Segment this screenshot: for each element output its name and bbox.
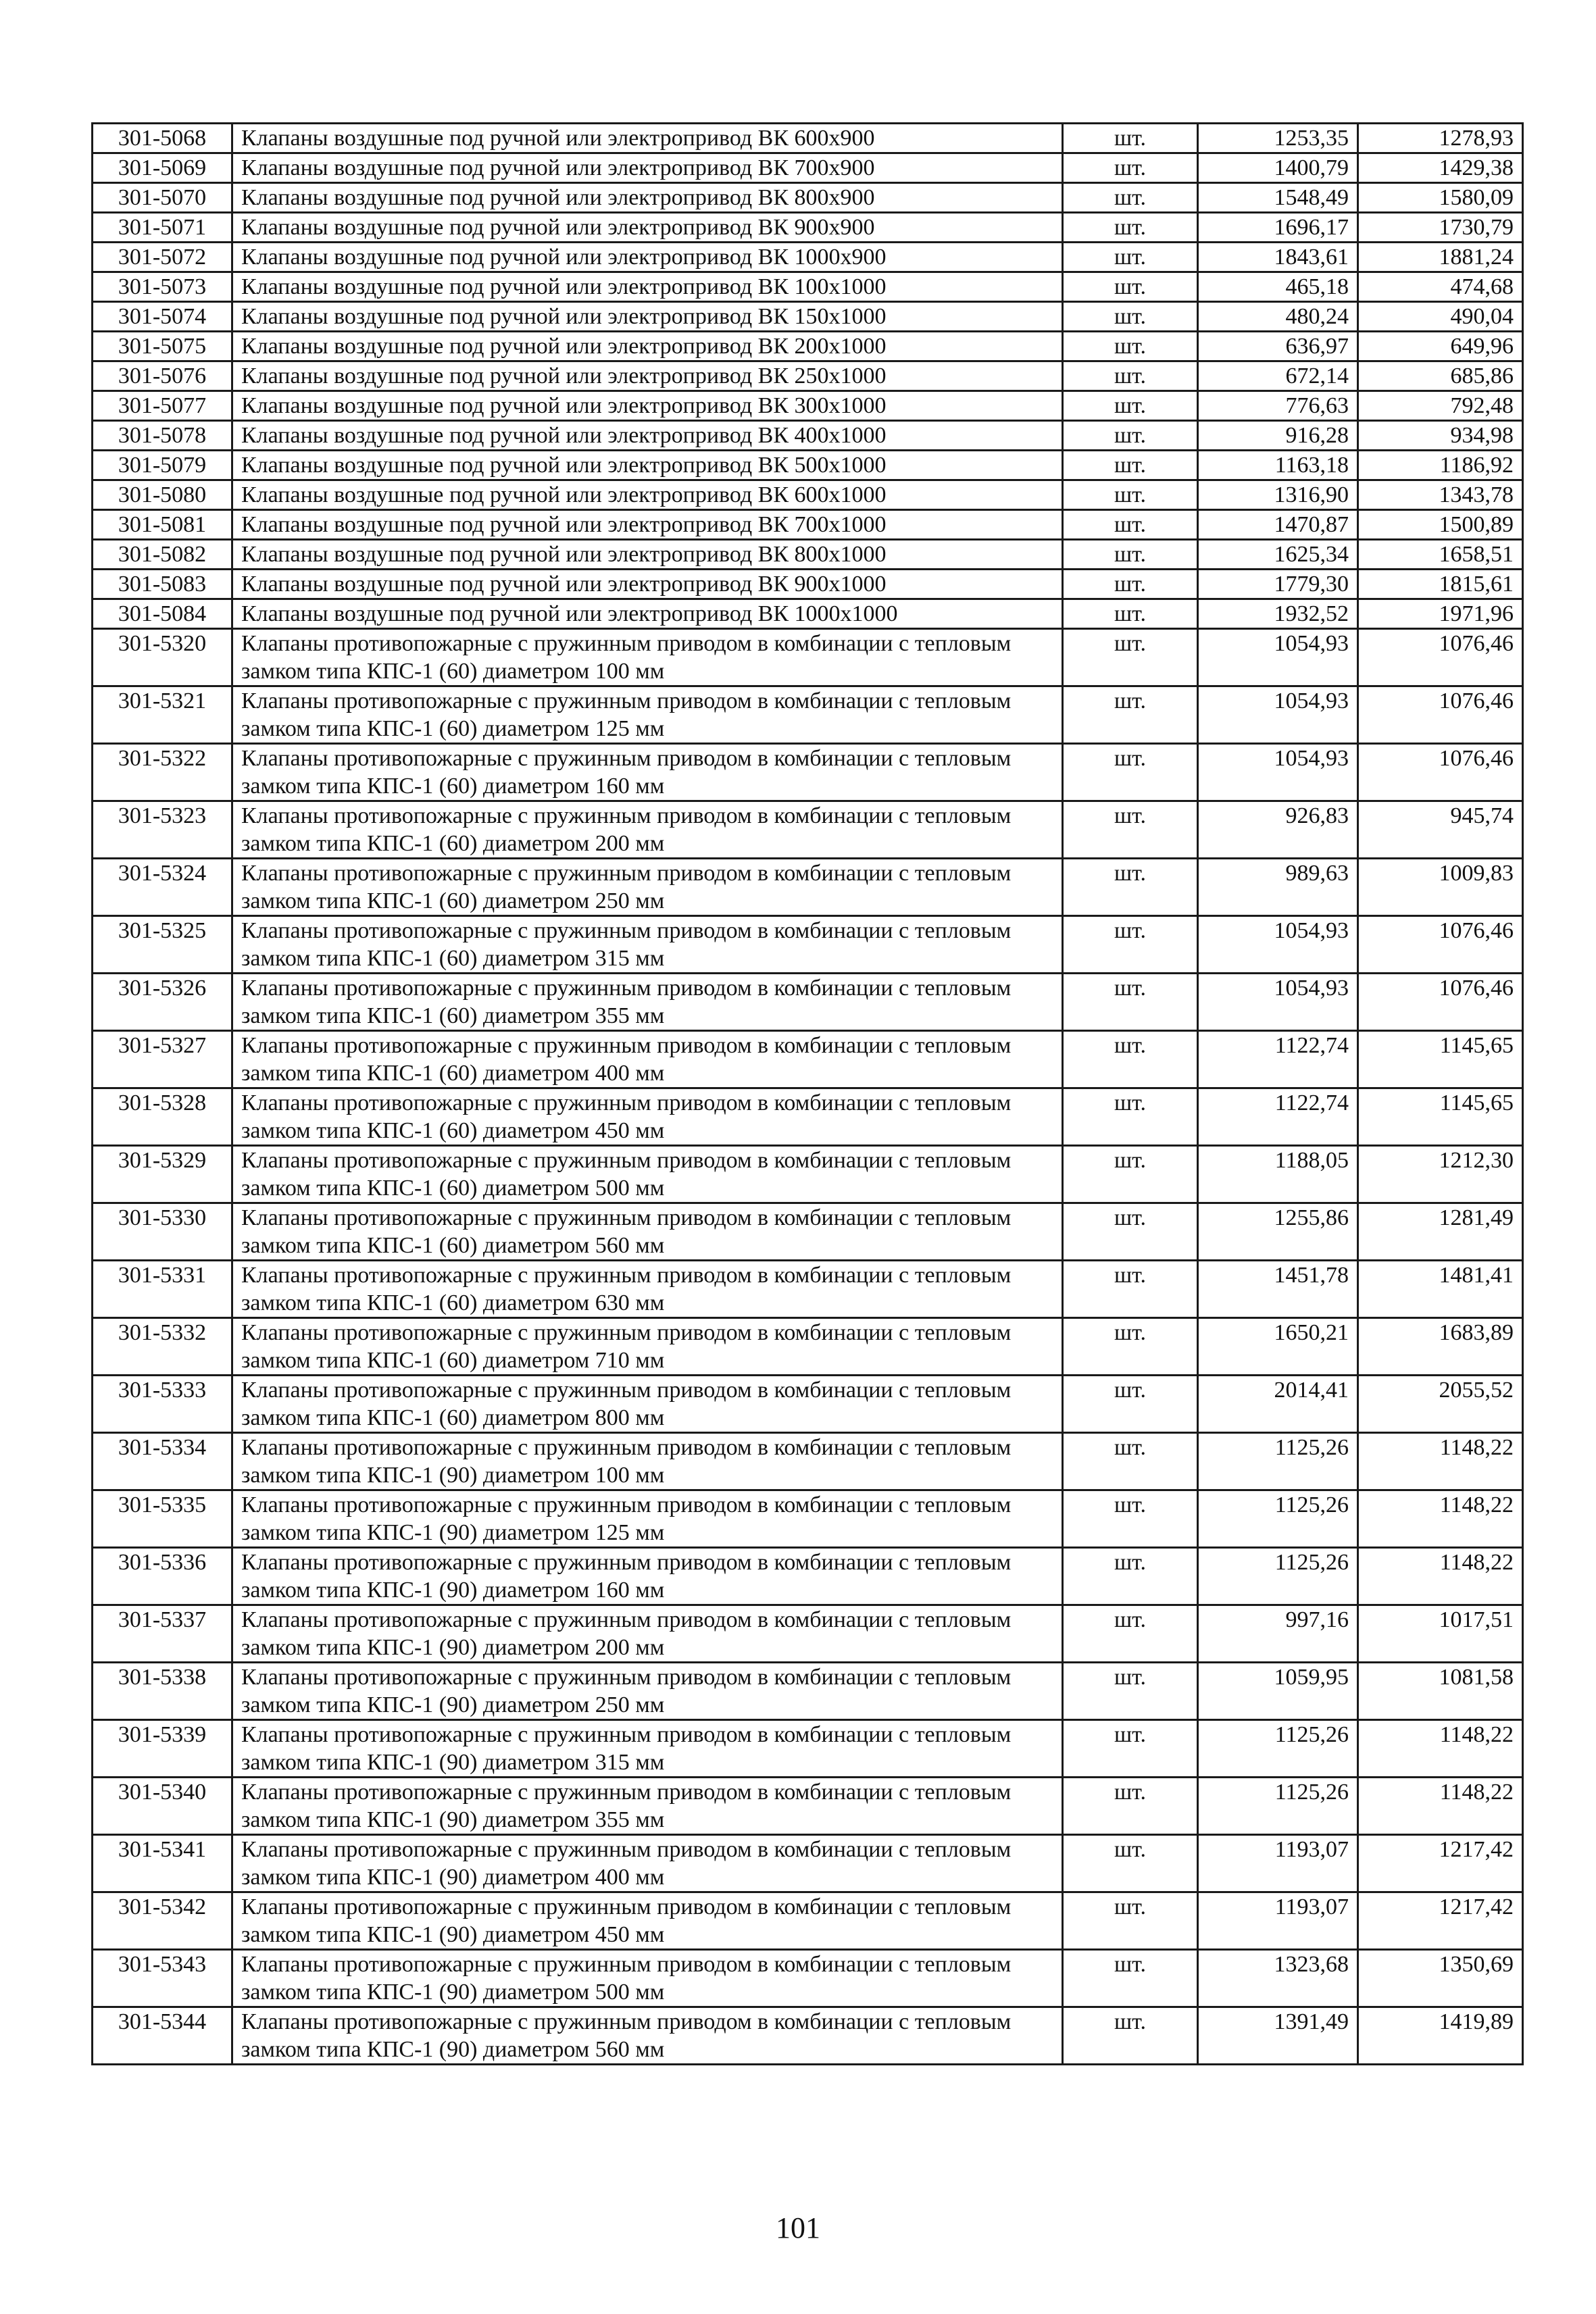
table-row [93, 570, 1523, 599]
item-price-1: 1696,17 [1198, 213, 1358, 243]
table-row [93, 974, 1523, 1031]
item-code: 301-5076 [93, 361, 232, 391]
item-code: 301-5078 [93, 421, 232, 451]
item-price-1: 672,14 [1198, 361, 1358, 391]
item-code: 301-5069 [93, 153, 232, 183]
table-row [93, 859, 1523, 916]
table-row [93, 183, 1523, 213]
item-price-2: 1081,58 [1358, 1663, 1523, 1720]
table-row [93, 1031, 1523, 1088]
item-unit: шт. [1063, 974, 1198, 1031]
item-price-2: 1186,92 [1358, 451, 1523, 480]
table-row [93, 1835, 1523, 1892]
item-code: 301-5324 [93, 859, 232, 916]
item-unit: шт. [1063, 1031, 1198, 1088]
item-name: Клапаны противопожарные с пружинным приводом в комбинации с тепловым замком типа КПС-1 (60) диаметром 355 мм [232, 974, 1063, 1031]
item-name: Клапаны противопожарные с пружинным приводом в комбинации с тепловым замком типа КПС-1 (90) диаметром 450 мм [232, 1892, 1063, 1950]
item-price-2: 1971,96 [1358, 599, 1523, 629]
item-code: 301-5344 [93, 2007, 232, 2065]
item-name: Клапаны воздушные под ручной или электропривод ВК 900х900 [232, 213, 1063, 243]
item-code: 301-5073 [93, 272, 232, 302]
item-price-2: 1076,46 [1358, 686, 1523, 744]
item-unit: шт. [1063, 361, 1198, 391]
item-price-1: 1253,35 [1198, 124, 1358, 153]
item-name: Клапаны противопожарные с пружинным приводом в комбинации с тепловым замком типа КПС-1 (60) диаметром 630 мм [232, 1261, 1063, 1318]
item-unit: шт. [1063, 332, 1198, 361]
table-row [93, 421, 1523, 451]
item-price-1: 1122,74 [1198, 1031, 1358, 1088]
item-name: Клапаны воздушные под ручной или электропривод ВК 800х1000 [232, 540, 1063, 570]
item-price-1: 1625,34 [1198, 540, 1358, 570]
item-price-2: 945,74 [1358, 801, 1523, 859]
item-price-2: 1148,22 [1358, 1778, 1523, 1835]
item-code: 301-5330 [93, 1203, 232, 1261]
item-unit: шт. [1063, 1548, 1198, 1605]
item-code: 301-5079 [93, 451, 232, 480]
item-price-2: 685,86 [1358, 361, 1523, 391]
item-unit: шт. [1063, 510, 1198, 540]
item-unit: шт. [1063, 124, 1198, 153]
item-price-1: 926,83 [1198, 801, 1358, 859]
item-price-2: 1419,89 [1358, 2007, 1523, 2065]
item-unit: шт. [1063, 859, 1198, 916]
item-price-1: 1548,49 [1198, 183, 1358, 213]
item-price-1: 1125,26 [1198, 1720, 1358, 1778]
item-price-1: 1054,93 [1198, 916, 1358, 974]
item-code: 301-5342 [93, 1892, 232, 1950]
item-price-2: 792,48 [1358, 391, 1523, 421]
item-code: 301-5321 [93, 686, 232, 744]
item-price-2: 934,98 [1358, 421, 1523, 451]
item-price-1: 1193,07 [1198, 1835, 1358, 1892]
item-unit: шт. [1063, 243, 1198, 272]
item-code: 301-5338 [93, 1663, 232, 1720]
item-price-2: 1815,61 [1358, 570, 1523, 599]
item-price-1: 1451,78 [1198, 1261, 1358, 1318]
item-code: 301-5072 [93, 243, 232, 272]
item-price-1: 636,97 [1198, 332, 1358, 361]
item-code: 301-5074 [93, 302, 232, 332]
item-code: 301-5343 [93, 1950, 232, 2007]
table-row [93, 302, 1523, 332]
page-number: 101 [776, 2211, 820, 2244]
item-name: Клапаны противопожарные с пружинным приводом в комбинации с тепловым замком типа КПС-1 (90) диаметром 160 мм [232, 1548, 1063, 1605]
table-row [93, 361, 1523, 391]
item-price-1: 1316,90 [1198, 480, 1358, 510]
table-row [93, 510, 1523, 540]
item-price-2: 1481,41 [1358, 1261, 1523, 1318]
item-unit: шт. [1063, 213, 1198, 243]
item-code: 301-5084 [93, 599, 232, 629]
item-unit: шт. [1063, 2007, 1198, 2065]
item-name: Клапаны противопожарные с пружинным приводом в комбинации с тепловым замком типа КПС-1 (90) диаметром 560 мм [232, 2007, 1063, 2065]
item-price-1: 1932,52 [1198, 599, 1358, 629]
item-price-1: 1054,93 [1198, 686, 1358, 744]
item-price-2: 1343,78 [1358, 480, 1523, 510]
item-price-1: 1125,26 [1198, 1490, 1358, 1548]
item-code: 301-5335 [93, 1490, 232, 1548]
item-unit: шт. [1063, 540, 1198, 570]
item-price-1: 1193,07 [1198, 1892, 1358, 1950]
item-price-1: 1391,49 [1198, 2007, 1358, 2065]
item-code: 301-5340 [93, 1778, 232, 1835]
item-name: Клапаны воздушные под ручной или электропривод ВК 250х1000 [232, 361, 1063, 391]
item-name: Клапаны противопожарные с пружинным приводом в комбинации с тепловым замком типа КПС-1 (90) диаметром 100 мм [232, 1433, 1063, 1490]
table-row [93, 1146, 1523, 1203]
item-price-1: 1122,74 [1198, 1088, 1358, 1146]
table-row [93, 272, 1523, 302]
item-code: 301-5331 [93, 1261, 232, 1318]
item-price-2: 1212,30 [1358, 1146, 1523, 1203]
item-price-2: 1881,24 [1358, 243, 1523, 272]
item-price-2: 1076,46 [1358, 744, 1523, 801]
table-row [93, 686, 1523, 744]
item-price-2: 1145,65 [1358, 1088, 1523, 1146]
item-unit: шт. [1063, 744, 1198, 801]
table-row [93, 744, 1523, 801]
item-name: Клапаны противопожарные с пружинным приводом в комбинации с тепловым замком типа КПС-1 (60) диаметром 125 мм [232, 686, 1063, 744]
item-price-2: 1500,89 [1358, 510, 1523, 540]
table-row [93, 2007, 1523, 2065]
item-price-2: 1148,22 [1358, 1490, 1523, 1548]
item-name: Клапаны противопожарные с пружинным приводом в комбинации с тепловым замком типа КПС-1 (60) диаметром 560 мм [232, 1203, 1063, 1261]
item-name: Клапаны противопожарные с пружинным приводом в комбинации с тепловым замком типа КПС-1 (90) диаметром 200 мм [232, 1605, 1063, 1663]
item-price-1: 1125,26 [1198, 1433, 1358, 1490]
item-unit: шт. [1063, 302, 1198, 332]
item-code: 301-5332 [93, 1318, 232, 1376]
item-code: 301-5075 [93, 332, 232, 361]
table-row [93, 1203, 1523, 1261]
item-code: 301-5337 [93, 1605, 232, 1663]
item-code: 301-5325 [93, 916, 232, 974]
item-price-2: 1429,38 [1358, 153, 1523, 183]
item-name: Клапаны воздушные под ручной или электропривод ВК 800х900 [232, 183, 1063, 213]
item-unit: шт. [1063, 1950, 1198, 2007]
item-name: Клапаны воздушные под ручной или электропривод ВК 400х1000 [232, 421, 1063, 451]
item-price-1: 1125,26 [1198, 1548, 1358, 1605]
item-price-1: 1779,30 [1198, 570, 1358, 599]
item-name: Клапаны противопожарные с пружинным приводом в комбинации с тепловым замком типа КПС-1 (90) диаметром 125 мм [232, 1490, 1063, 1548]
item-price-2: 2055,52 [1358, 1376, 1523, 1433]
item-price-2: 1017,51 [1358, 1605, 1523, 1663]
item-price-1: 1188,05 [1198, 1146, 1358, 1203]
table-row [93, 1088, 1523, 1146]
table-row [93, 916, 1523, 974]
item-name: Клапаны воздушные под ручной или электропривод ВК 700х900 [232, 153, 1063, 183]
item-code: 301-5070 [93, 183, 232, 213]
item-unit: шт. [1063, 686, 1198, 744]
item-name: Клапаны воздушные под ручной или электропривод ВК 300х1000 [232, 391, 1063, 421]
item-unit: шт. [1063, 1433, 1198, 1490]
table-row [93, 213, 1523, 243]
item-price-1: 1650,21 [1198, 1318, 1358, 1376]
item-name: Клапаны воздушные под ручной или электропривод ВК 600х900 [232, 124, 1063, 153]
item-price-2: 1145,65 [1358, 1031, 1523, 1088]
price-table-body [93, 124, 1523, 2065]
item-price-1: 989,63 [1198, 859, 1358, 916]
item-price-1: 480,24 [1198, 302, 1358, 332]
item-name: Клапаны противопожарные с пружинным приводом в комбинации с тепловым замком типа КПС-1 (60) диаметром 450 мм [232, 1088, 1063, 1146]
item-price-2: 1148,22 [1358, 1433, 1523, 1490]
item-price-2: 1281,49 [1358, 1203, 1523, 1261]
item-price-1: 916,28 [1198, 421, 1358, 451]
item-code: 301-5328 [93, 1088, 232, 1146]
item-unit: шт. [1063, 1605, 1198, 1663]
table-row [93, 1261, 1523, 1318]
item-price-2: 490,04 [1358, 302, 1523, 332]
table-row [93, 332, 1523, 361]
table-row [93, 243, 1523, 272]
item-unit: шт. [1063, 1318, 1198, 1376]
item-price-2: 1278,93 [1358, 124, 1523, 153]
item-name: Клапаны противопожарные с пружинным приводом в комбинации с тепловым замком типа КПС-1 (60) диаметром 800 мм [232, 1376, 1063, 1433]
item-name: Клапаны противопожарные с пружинным приводом в комбинации с тепловым замком типа КПС-1 (60) диаметром 200 мм [232, 801, 1063, 859]
item-unit: шт. [1063, 1663, 1198, 1720]
item-unit: шт. [1063, 451, 1198, 480]
item-unit: шт. [1063, 1088, 1198, 1146]
table-row [93, 1490, 1523, 1548]
item-code: 301-5320 [93, 629, 232, 686]
table-row [93, 1720, 1523, 1778]
table-row [93, 1950, 1523, 2007]
table-row [93, 391, 1523, 421]
item-price-2: 1217,42 [1358, 1892, 1523, 1950]
item-name: Клапаны противопожарные с пружинным приводом в комбинации с тепловым замком типа КПС-1 (60) диаметром 315 мм [232, 916, 1063, 974]
item-name: Клапаны воздушные под ручной или электропривод ВК 900х1000 [232, 570, 1063, 599]
item-unit: шт. [1063, 272, 1198, 302]
item-unit: шт. [1063, 916, 1198, 974]
table-row [93, 1778, 1523, 1835]
item-unit: шт. [1063, 599, 1198, 629]
item-unit: шт. [1063, 801, 1198, 859]
item-code: 301-5080 [93, 480, 232, 510]
item-unit: шт. [1063, 153, 1198, 183]
item-name: Клапаны противопожарные с пружинным приводом в комбинации с тепловым замком типа КПС-1 (60) диаметром 400 мм [232, 1031, 1063, 1088]
item-price-2: 474,68 [1358, 272, 1523, 302]
item-price-2: 1350,69 [1358, 1950, 1523, 2007]
item-code: 301-5341 [93, 1835, 232, 1892]
item-price-1: 776,63 [1198, 391, 1358, 421]
item-price-2: 1580,09 [1358, 183, 1523, 213]
item-code: 301-5334 [93, 1433, 232, 1490]
item-unit: шт. [1063, 1720, 1198, 1778]
item-name: Клапаны противопожарные с пружинным приводом в комбинации с тепловым замком типа КПС-1 (60) диаметром 500 мм [232, 1146, 1063, 1203]
table-row [93, 540, 1523, 570]
item-name: Клапаны воздушные под ручной или электропривод ВК 500х1000 [232, 451, 1063, 480]
item-name: Клапаны противопожарные с пружинным приводом в комбинации с тепловым замком типа КПС-1 (90) диаметром 400 мм [232, 1835, 1063, 1892]
item-price-1: 1054,93 [1198, 629, 1358, 686]
item-price-1: 1255,86 [1198, 1203, 1358, 1261]
table-row [93, 1318, 1523, 1376]
table-row [93, 124, 1523, 153]
item-unit: шт. [1063, 1203, 1198, 1261]
item-code: 301-5323 [93, 801, 232, 859]
item-name: Клапаны воздушные под ручной или электропривод ВК 150х1000 [232, 302, 1063, 332]
item-unit: шт. [1063, 1892, 1198, 1950]
item-code: 301-5068 [93, 124, 232, 153]
item-price-2: 649,96 [1358, 332, 1523, 361]
item-price-1: 997,16 [1198, 1605, 1358, 1663]
item-price-1: 465,18 [1198, 272, 1358, 302]
item-code: 301-5336 [93, 1548, 232, 1605]
table-row [93, 153, 1523, 183]
item-unit: шт. [1063, 570, 1198, 599]
item-name: Клапаны воздушные под ручной или электропривод ВК 100х1000 [232, 272, 1063, 302]
item-code: 301-5083 [93, 570, 232, 599]
item-name: Клапаны воздушные под ручной или электропривод ВК 700х1000 [232, 510, 1063, 540]
item-code: 301-5333 [93, 1376, 232, 1433]
item-code: 301-5071 [93, 213, 232, 243]
table-row [93, 1376, 1523, 1433]
item-name: Клапаны противопожарные с пружинным приводом в комбинации с тепловым замком типа КПС-1 (90) диаметром 250 мм [232, 1663, 1063, 1720]
item-name: Клапаны противопожарные с пружинным приводом в комбинации с тепловым замком типа КПС-1 (60) диаметром 160 мм [232, 744, 1063, 801]
item-unit: шт. [1063, 1778, 1198, 1835]
item-price-2: 1730,79 [1358, 213, 1523, 243]
item-price-2: 1009,83 [1358, 859, 1523, 916]
item-name: Клапаны противопожарные с пружинным приводом в комбинации с тепловым замком типа КПС-1 (90) диаметром 355 мм [232, 1778, 1063, 1835]
item-unit: шт. [1063, 1261, 1198, 1318]
item-price-2: 1658,51 [1358, 540, 1523, 570]
item-name: Клапаны противопожарные с пружинным приводом в комбинации с тепловым замком типа КПС-1 (60) диаметром 250 мм [232, 859, 1063, 916]
item-unit: шт. [1063, 629, 1198, 686]
item-unit: шт. [1063, 391, 1198, 421]
table-row [93, 1605, 1523, 1663]
item-price-1: 1125,26 [1198, 1778, 1358, 1835]
item-unit: шт. [1063, 1376, 1198, 1433]
table-row [93, 1892, 1523, 1950]
item-code: 301-5077 [93, 391, 232, 421]
item-code: 301-5339 [93, 1720, 232, 1778]
item-unit: шт. [1063, 1835, 1198, 1892]
item-unit: шт. [1063, 1146, 1198, 1203]
table-row [93, 480, 1523, 510]
item-code: 301-5081 [93, 510, 232, 540]
item-code: 301-5082 [93, 540, 232, 570]
item-price-1: 1323,68 [1198, 1950, 1358, 2007]
item-name: Клапаны воздушные под ручной или электропривод ВК 200х1000 [232, 332, 1063, 361]
item-price-1: 1400,79 [1198, 153, 1358, 183]
item-code: 301-5322 [93, 744, 232, 801]
item-name: Клапаны воздушные под ручной или электропривод ВК 1000х900 [232, 243, 1063, 272]
item-code: 301-5326 [93, 974, 232, 1031]
item-price-1: 1054,93 [1198, 974, 1358, 1031]
table-row [93, 1663, 1523, 1720]
item-name: Клапаны противопожарные с пружинным приводом в комбинации с тепловым замком типа КПС-1 (90) диаметром 315 мм [232, 1720, 1063, 1778]
item-price-1: 1843,61 [1198, 243, 1358, 272]
table-row [93, 1548, 1523, 1605]
item-price-1: 1470,87 [1198, 510, 1358, 540]
table-row [93, 1433, 1523, 1490]
item-price-2: 1148,22 [1358, 1548, 1523, 1605]
item-name: Клапаны противопожарные с пружинным приводом в комбинации с тепловым замком типа КПС-1 (60) диаметром 100 мм [232, 629, 1063, 686]
item-price-2: 1217,42 [1358, 1835, 1523, 1892]
item-price-2: 1683,89 [1358, 1318, 1523, 1376]
item-price-1: 1054,93 [1198, 744, 1358, 801]
item-price-2: 1076,46 [1358, 974, 1523, 1031]
item-unit: шт. [1063, 421, 1198, 451]
item-price-1: 1163,18 [1198, 451, 1358, 480]
item-name: Клапаны противопожарные с пружинным приводом в комбинации с тепловым замком типа КПС-1 (60) диаметром 710 мм [232, 1318, 1063, 1376]
item-price-1: 2014,41 [1198, 1376, 1358, 1433]
item-code: 301-5327 [93, 1031, 232, 1088]
item-unit: шт. [1063, 1490, 1198, 1548]
table-row [93, 629, 1523, 686]
table-row [93, 801, 1523, 859]
item-unit: шт. [1063, 183, 1198, 213]
item-price-2: 1076,46 [1358, 629, 1523, 686]
item-unit: шт. [1063, 480, 1198, 510]
item-name: Клапаны воздушные под ручной или электропривод ВК 1000х1000 [232, 599, 1063, 629]
item-name: Клапаны противопожарные с пружинным приводом в комбинации с тепловым замком типа КПС-1 (90) диаметром 500 мм [232, 1950, 1063, 2007]
item-name: Клапаны воздушные под ручной или электропривод ВК 600х1000 [232, 480, 1063, 510]
item-price-2: 1076,46 [1358, 916, 1523, 974]
table-row [93, 451, 1523, 480]
price-table [91, 122, 1524, 2065]
item-price-2: 1148,22 [1358, 1720, 1523, 1778]
item-price-1: 1059,95 [1198, 1663, 1358, 1720]
table-row [93, 599, 1523, 629]
item-code: 301-5329 [93, 1146, 232, 1203]
